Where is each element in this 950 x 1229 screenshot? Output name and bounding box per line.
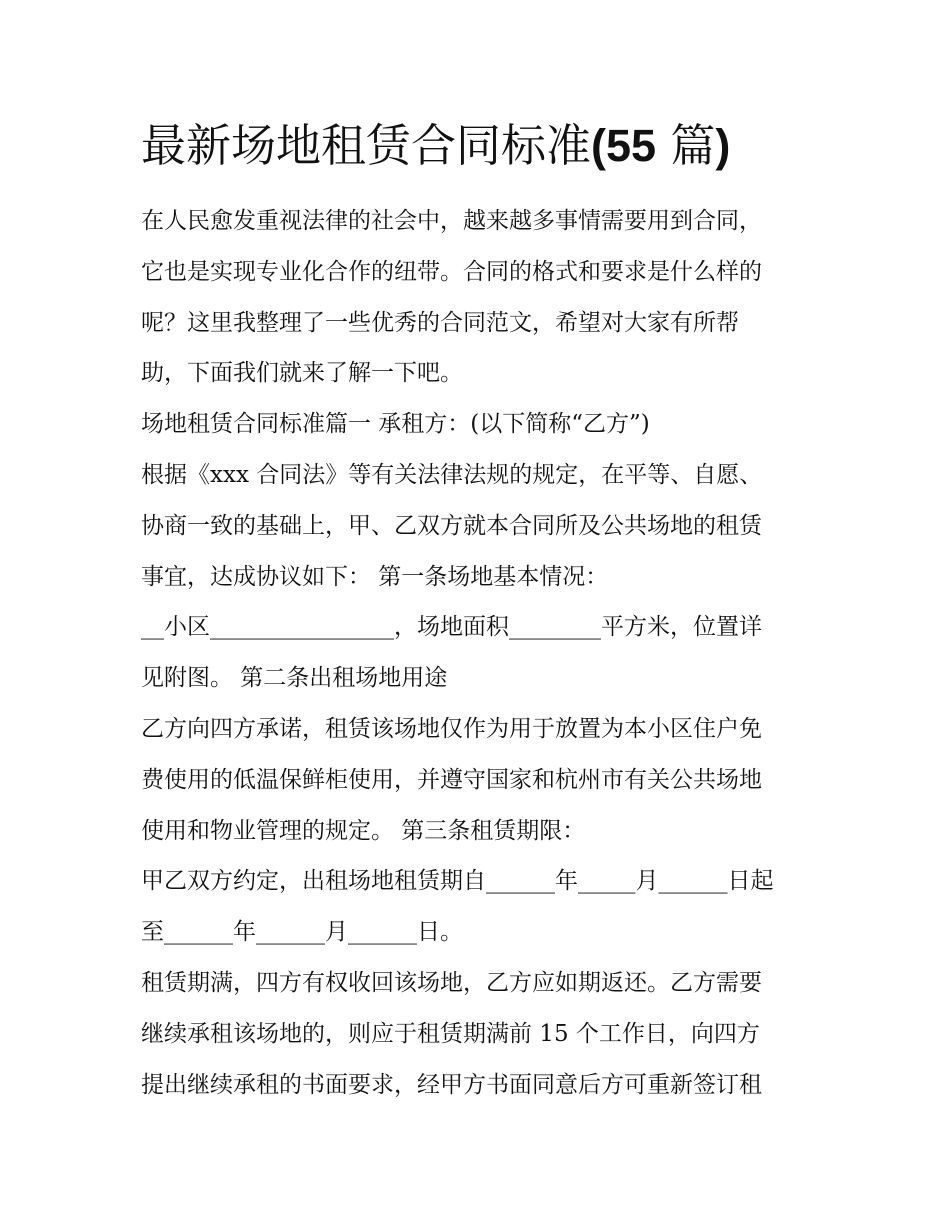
text-line: 见附图。 第二条出租场地用途 <box>141 665 448 692</box>
text-line: 呢？这里我整理了一些优秀的合同范文，希望对大家有所帮 <box>141 309 739 336</box>
text-line: 继续承租该场地的，则应于租赁期满前 15 个工作日，向四方 <box>141 1020 760 1047</box>
section-heading-line: 场地租赁合同标准篇一 承租方：(以下简称“乙方”) <box>141 411 650 438</box>
text-line: 在人民愈发重视法律的社会中，越来越多事情需要用到合同， <box>141 208 762 234</box>
text-line: 提出继续承租的书面要求，经甲方书面同意后方可重新签订租 <box>141 1071 762 1098</box>
text-line: 租赁期满，四方有权收回该场地，乙方应如期返还。乙方需要 <box>141 969 762 996</box>
text-line: 协商一致的基础上，甲、乙双方就本合同所及公共场地的租赁 <box>141 512 762 539</box>
title-text: 最新场地租赁合同标准 <box>141 119 592 172</box>
text-line: 事宜，达成协议如下： 第一条场地基本情况： <box>141 563 609 590</box>
text-line: 甲乙双方约定，出租场地租赁期自______年_____月______日起 <box>141 868 774 895</box>
title-count-open: (55 <box>591 120 657 171</box>
document-body <box>141 196 821 1110</box>
text-line: 使用和物业管理的规定。 第三条租赁期限： <box>141 817 586 844</box>
text-line: 它也是实现专业化合作的纽带。合同的格式和要求是什么样的 <box>141 258 762 285</box>
text-line: 费使用的低温保鲜柜使用，并遵守国家和杭州市有关公共场地 <box>141 766 762 793</box>
document-title <box>141 118 730 174</box>
text-line: 乙方向四方承诺，租赁该场地仅作为用于放置为本小区住户免 <box>141 715 762 742</box>
text-line: __小区________________，场地面积________平方米，位置详 <box>141 614 762 641</box>
title-count-close: ) <box>715 120 731 171</box>
text-line: 根据《xxx 合同法》等有关法律法规的规定，在平等、自愿、 <box>141 461 763 488</box>
title-count-unit: 篇 <box>670 119 716 172</box>
text-line: 助，下面我们就来了解一下吧。 <box>141 360 463 387</box>
text-line: 至______年______月______日。 <box>141 919 463 946</box>
